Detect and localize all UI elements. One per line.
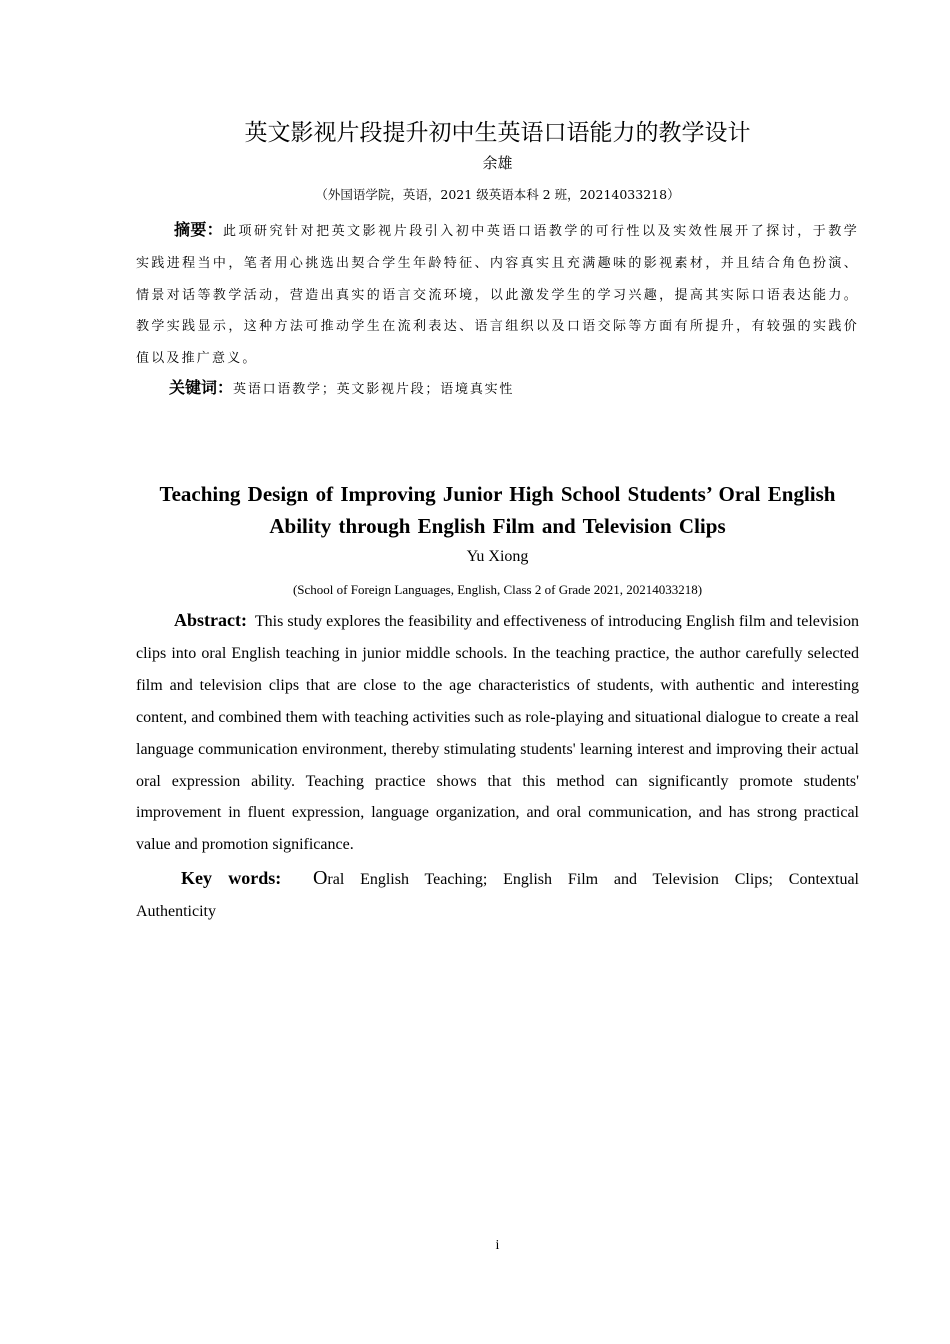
chinese-author: 余雄 xyxy=(482,154,513,172)
english-keywords xyxy=(136,862,859,928)
chinese-abstract-text: 此项研究针对把英文影视片段引入初中英语口语教学的可行性以及实效性展开了探讨，于教学实践进程当中，笔者用心挑选出契合学生年龄特征、内容真实且充满趣味的影视素材，并且结合角色扮演、情景对话等教学活动，营造出真实的语言交流环境，以此激发学生的学习兴趣，提高其实际口语表达能力。教学实践显示，这种方法可推动学生在流利表达、语言组织以及口语交际等方面有所提升，有较强的实践价值以及推广意义。 xyxy=(136,224,859,367)
english-title: Teaching Design of Improving Junior High School Students’ Oral English Ability through English Film and Television Clips xyxy=(159,482,836,538)
chinese-keywords-label: 关键词： xyxy=(169,378,234,397)
chinese-abstract-label: 摘要： xyxy=(174,220,223,239)
english-keywords-text: ral English Teaching; English Film and Television Clips; Contextual Authenticity xyxy=(136,871,860,920)
english-author: Yu Xiong xyxy=(466,548,529,565)
english-abstract-text: This study explores the feasibility and effectiveness of introducing English film and television clips into oral English teaching in junior middle schools. In the teaching practice, the author carefully selected film and television clips that are close to the age characteristics of students, with authentic and interesting content, and combined them with teaching activities such as role-playing and situational dialogue to create a real language communication environment, thereby stimulating students' learning interest and improving their actual oral expression ability. Teaching practice shows that this method can significantly promote students' improvement in fluent expression, language organization, and oral communication, and has strong practical value and promotion significance. xyxy=(136,613,859,854)
chinese-title: 英文影视片段提升初中生英语口语能力的教学设计 xyxy=(244,120,751,146)
english-affiliation: (School of Foreign Languages, English, Class 2 of Grade 2021, 20214033218) xyxy=(292,582,703,597)
chinese-affiliation: （外国语学院，英语，2021 级英语本科 2 班，20214033218） xyxy=(315,187,680,202)
chinese-abstract xyxy=(136,214,859,375)
english-abstract-label: Abstract: xyxy=(174,610,247,630)
chinese-keywords xyxy=(136,373,859,405)
english-abstract xyxy=(136,605,859,861)
chinese-keywords-text: 英语口语教学；英文影视片段；语境真实性 xyxy=(233,382,515,397)
page-number: i xyxy=(495,1238,500,1253)
english-keywords-first-letter: O xyxy=(312,867,328,889)
english-keywords-label: Key words: xyxy=(181,868,282,888)
